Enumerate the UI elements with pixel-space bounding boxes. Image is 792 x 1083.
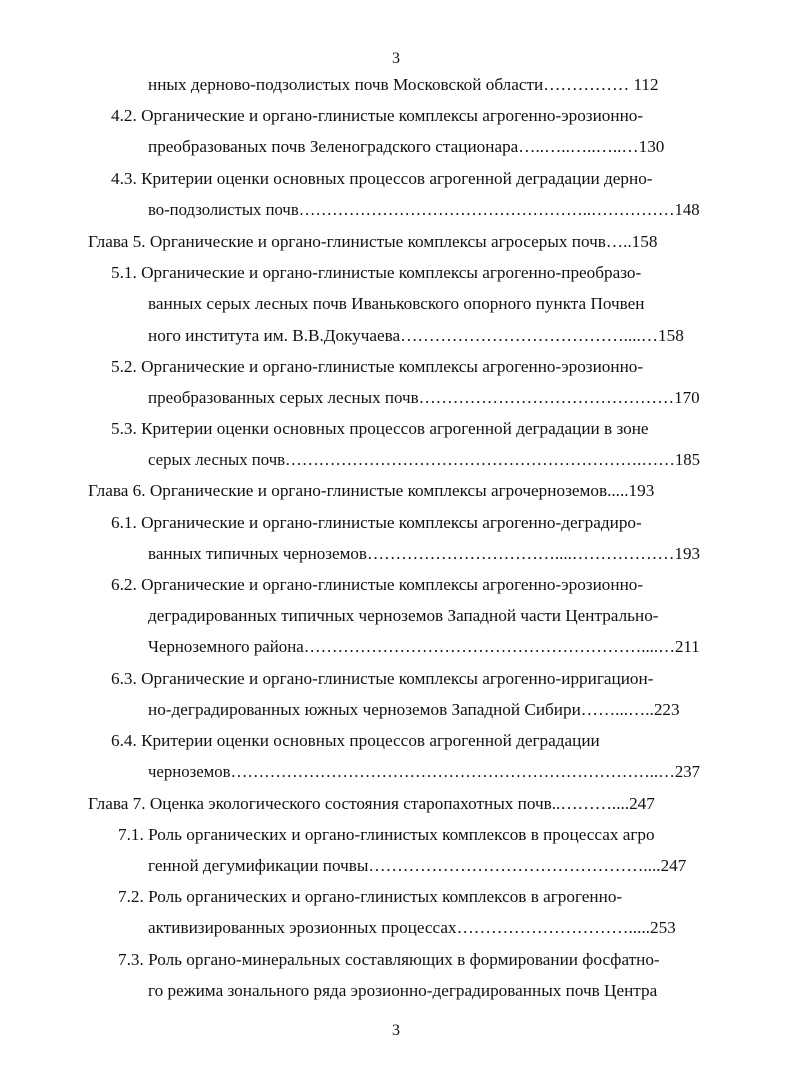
toc-line: 4.2. Органические и органо-глинистые комплексы агрогенно-эрозионно- [111, 106, 644, 125]
toc-line: 6.4. Критерии оценки основных процессов агрогенной деградации [111, 731, 600, 750]
toc-line: преобразованных серых лесных почв………………………………………170 [148, 388, 700, 407]
toc-line: 5.3. Критерии оценки основных процессов агрогенной деградации в зоне [111, 419, 649, 438]
toc-line: Глава 7. Оценка экологического состояния старопахотных почв..………....247 [88, 794, 655, 813]
toc-line: генной дегумификации почвы…………………………………………....247 [148, 856, 687, 875]
toc-line: черноземов…………………………………………………………………..…237 [148, 762, 701, 781]
toc-line: ванных типичных черноземов……………………………....………………193 [148, 544, 701, 563]
toc-line: серых лесных почв……………………………………………………….……185 [148, 450, 701, 469]
toc-line: Черноземного района……………………………………………………....…211 [148, 637, 700, 656]
table-of-contents [0, 70, 792, 1000]
toc-line: Глава 5. Органические и органо-глинистые комплексы агросерых почв…..158 [88, 232, 658, 251]
toc-line: деградированных типичных черноземов Западной части Центрально- [148, 606, 659, 625]
toc-line: 4.3. Критерии оценки основных процессов агрогенной деградации дерно- [111, 169, 653, 188]
toc-line: Глава 6. Органические и органо-глинистые комплексы агрочерноземов.....193 [88, 481, 655, 500]
page-number-top: 3 [392, 50, 400, 67]
toc-line: преобразованых почв Зеленоградского стационара…..…..…..…..…130 [148, 137, 665, 156]
toc-line: 7.2. Роль органических и органо-глинистых комплексов в агрогенно- [118, 887, 623, 906]
toc-line: активизированных эрозионных процессах………………………….....253 [148, 918, 676, 937]
toc-line: во-подзолистых почв……………………………………………..……………148 [148, 200, 700, 219]
toc-line: 6.1. Органические и органо-глинистые комплексы агрогенно-деградиро- [111, 513, 642, 532]
toc-line: 5.1. Органические и органо-глинистые комплексы агрогенно-преобразо- [111, 263, 642, 282]
page-number-bottom: 3 [392, 1022, 400, 1039]
toc-line: ного института им. В.В.Докучаева…………………………………....…158 [148, 326, 684, 345]
toc-line: 7.3. Роль органо-минеральных составляющих в формировании фосфатно- [118, 950, 660, 969]
toc-line: 6.3. Органические и органо-глинистые комплексы агрогенно-ирригацион- [111, 669, 654, 688]
toc-line: нных дерново-подзолистых почв Московской области…………… 112 [148, 75, 659, 94]
toc-line: ванных серых лесных почв Иваньковского опорного пункта Почвен [148, 294, 645, 313]
toc-line: го режима зонального ряда эрозионно-деградированных почв Центра [148, 981, 658, 1000]
toc-line: 5.2. Органические и органо-глинистые комплексы агрогенно-эрозионно- [111, 357, 644, 376]
toc-line: но-деградированных южных черноземов Западной Сибири……...…..223 [148, 700, 680, 719]
toc-line: 6.2. Органические и органо-глинистые комплексы агрогенно-эрозионно- [111, 575, 644, 594]
toc-line: 7.1. Роль органических и органо-глинистых комплексов в процессах агро [118, 825, 655, 844]
